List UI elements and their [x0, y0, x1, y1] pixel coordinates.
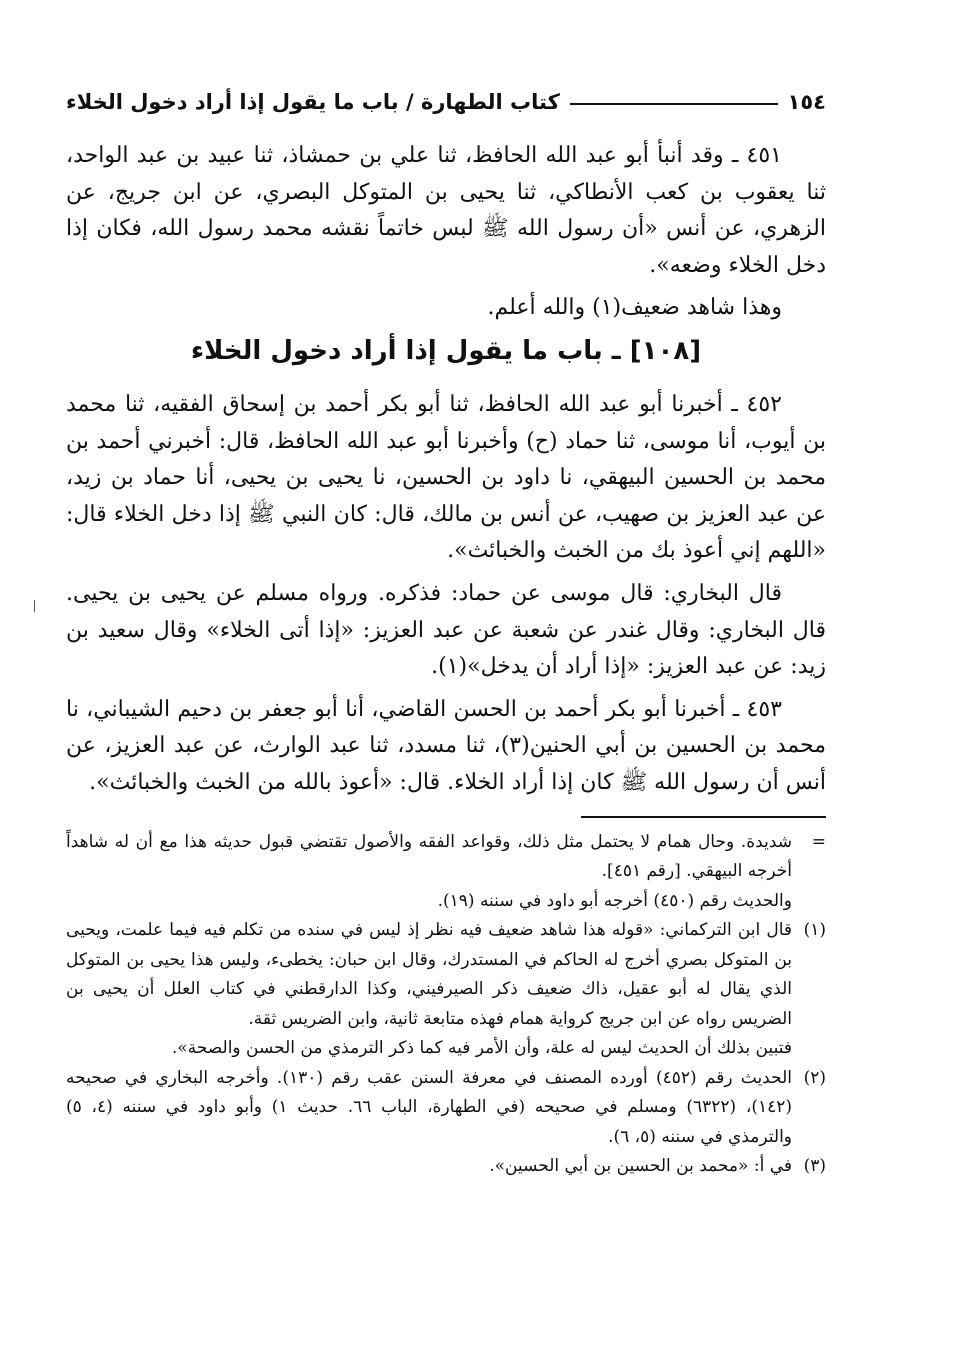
footnote-separator [581, 816, 826, 818]
weak-witness-note: وهذا شاهد ضعيف(١) والله أعلم. [487, 295, 782, 321]
footnote-text: الحديث رقم (٤٥٢) أورده المصنف في معرفة السنن عقب رقم (١٣٠). وأخرجه البخاري في صحيحه (١٤٢)، (٦٣٢٢) ومسلم في صحيحه (في الطهارة، الباب ٦٦. حديث ١) وأبو داود في سننه (٤، ٥) والترمذي في سننه (٥، ٦). [66, 1067, 793, 1147]
hadith-453: ٤٥٣ ـ أخبرنا أبو بكر أحمد بن الحسن القاضي، أنا أبو جعفر بن دحيم الشيباني، نا محمد بن الحسين بن أبي الحنين(٣)، ثنا مسدد، ثنا عبد الوارث، عن عبد العزيز، عن أنس أن رسول الله ﷺ كان إذا أراد الخلاء. قال: «أعوذ بالله من الخبث والخبائث». [66, 696, 826, 795]
footnote-continuation [66, 828, 826, 887]
hadith-452: ٤٥٢ ـ أخبرنا أبو عبد الله الحافظ، ثنا أبو بكر أحمد بن إسحاق الفقيه، ثنا محمد بن أيوب، أنا موسى، ثنا حماد (ح) وأخبرنا أبو عبد الله الحافظ، قال: أخبرني أحمد بن محمد بن الحسين البيهقي، نا داود بن الحسين، نا يحيى بن يحيى، أنا حماد بن زيد، عن عبد العزيز بن صهيب، عن أنس بن مالك، قال: كان النبي ﷺ إذا دخل الخلاء قال: «اللهم إني أعوذ بك من الخبث والخبائث». [66, 391, 826, 564]
running-header [66, 70, 826, 114]
footnotes [66, 828, 826, 1182]
main-text [66, 138, 826, 802]
footnote-text: في أ: «محمد بن الحسين بن أبي الحسين». [489, 1156, 792, 1176]
footnote-marker: (٢) [803, 1067, 826, 1088]
hadith-451: ٤٥١ ـ وقد أنبأ أبو عبد الله الحافظ، ثنا علي بن حمشاذ، ثنا عبيد بن عبد الواحد، ثنا يعقوب بن كعب الأنطاكي، ثنا يحيى بن المتوكل البصري، عن ابن جريج، عن الزهري، عن أنس «أن رسول الله ﷺ لبس خاتماً نقشه محمد رسول الله، فكان إذا دخل الخلاء وضعه». [66, 143, 826, 278]
footnote-3 [66, 1152, 826, 1182]
bukhari-commentary: قال البخاري: قال موسى عن حماد: فذكره. ورواه مسلم عن يحيى بن يحيى. قال البخاري: وقال غندر عن شعبة عن عبد العزيز: «إذا أتى الخلاء» وقال سعيد بن زيد: عن عبد العزيز: «إذا أراد أن يدخل»(١). [66, 580, 826, 680]
footnote-extra: والحديث رقم (٤٥٠) أخرجه أبو داود في سننه (١٩). [437, 890, 792, 911]
book-page [66, 70, 826, 1182]
footnote-marker: (٣) [803, 1156, 826, 1176]
page-number: ١٥٤ [787, 90, 826, 114]
header-rule [570, 103, 778, 105]
footnote-1 [66, 916, 826, 1034]
running-title: كتاب الطهارة / باب ما يقول إذا أراد دخول الخلاء [66, 90, 560, 114]
footnote-marker: = [811, 831, 826, 852]
footnote-text: قال ابن التركماني: «قوله هذا شاهد ضعيف فيه نظر إذ ليس في سنده من تكلم فيه فيما علمت، ويحيى بن المتوكل بصري أخرج له الحاكم في المستدرك، وقال ابن حبان: يخطىء، وليس هذا يحيى بن المتوكل الذي يقال له أبو عقيل، ذاك ضعيف ذكر الصيرفيني، وكذا الدارقطني في كتاب العلل أن يحيى بن الضريس رواه عن ابن جريج كرواية همام فهذه متابعة ثانية، وابن الضريس ثقة. [66, 920, 792, 1029]
margin-mark [34, 600, 35, 612]
chapter-heading: [١٠٨] ـ باب ما يقول إذا أراد دخول الخلاء [190, 335, 702, 366]
footnote-marker: (١) [803, 920, 826, 940]
footnote-extra: فتبين بذلك أن الحديث ليس له علة، وأن الأمر فيه كما ذكر الترمذي من الحسن والصحة». [171, 1038, 792, 1058]
footnote-text: شديدة. وحال همام لا يحتمل مثل ذلك، وقواعد الفقه والأصول تقتضي قبول حديثه هذا مع أن له شاهداً أخرجه البيهقي. [رقم ٤٥١]. [66, 831, 792, 881]
footnote-2 [66, 1064, 826, 1153]
